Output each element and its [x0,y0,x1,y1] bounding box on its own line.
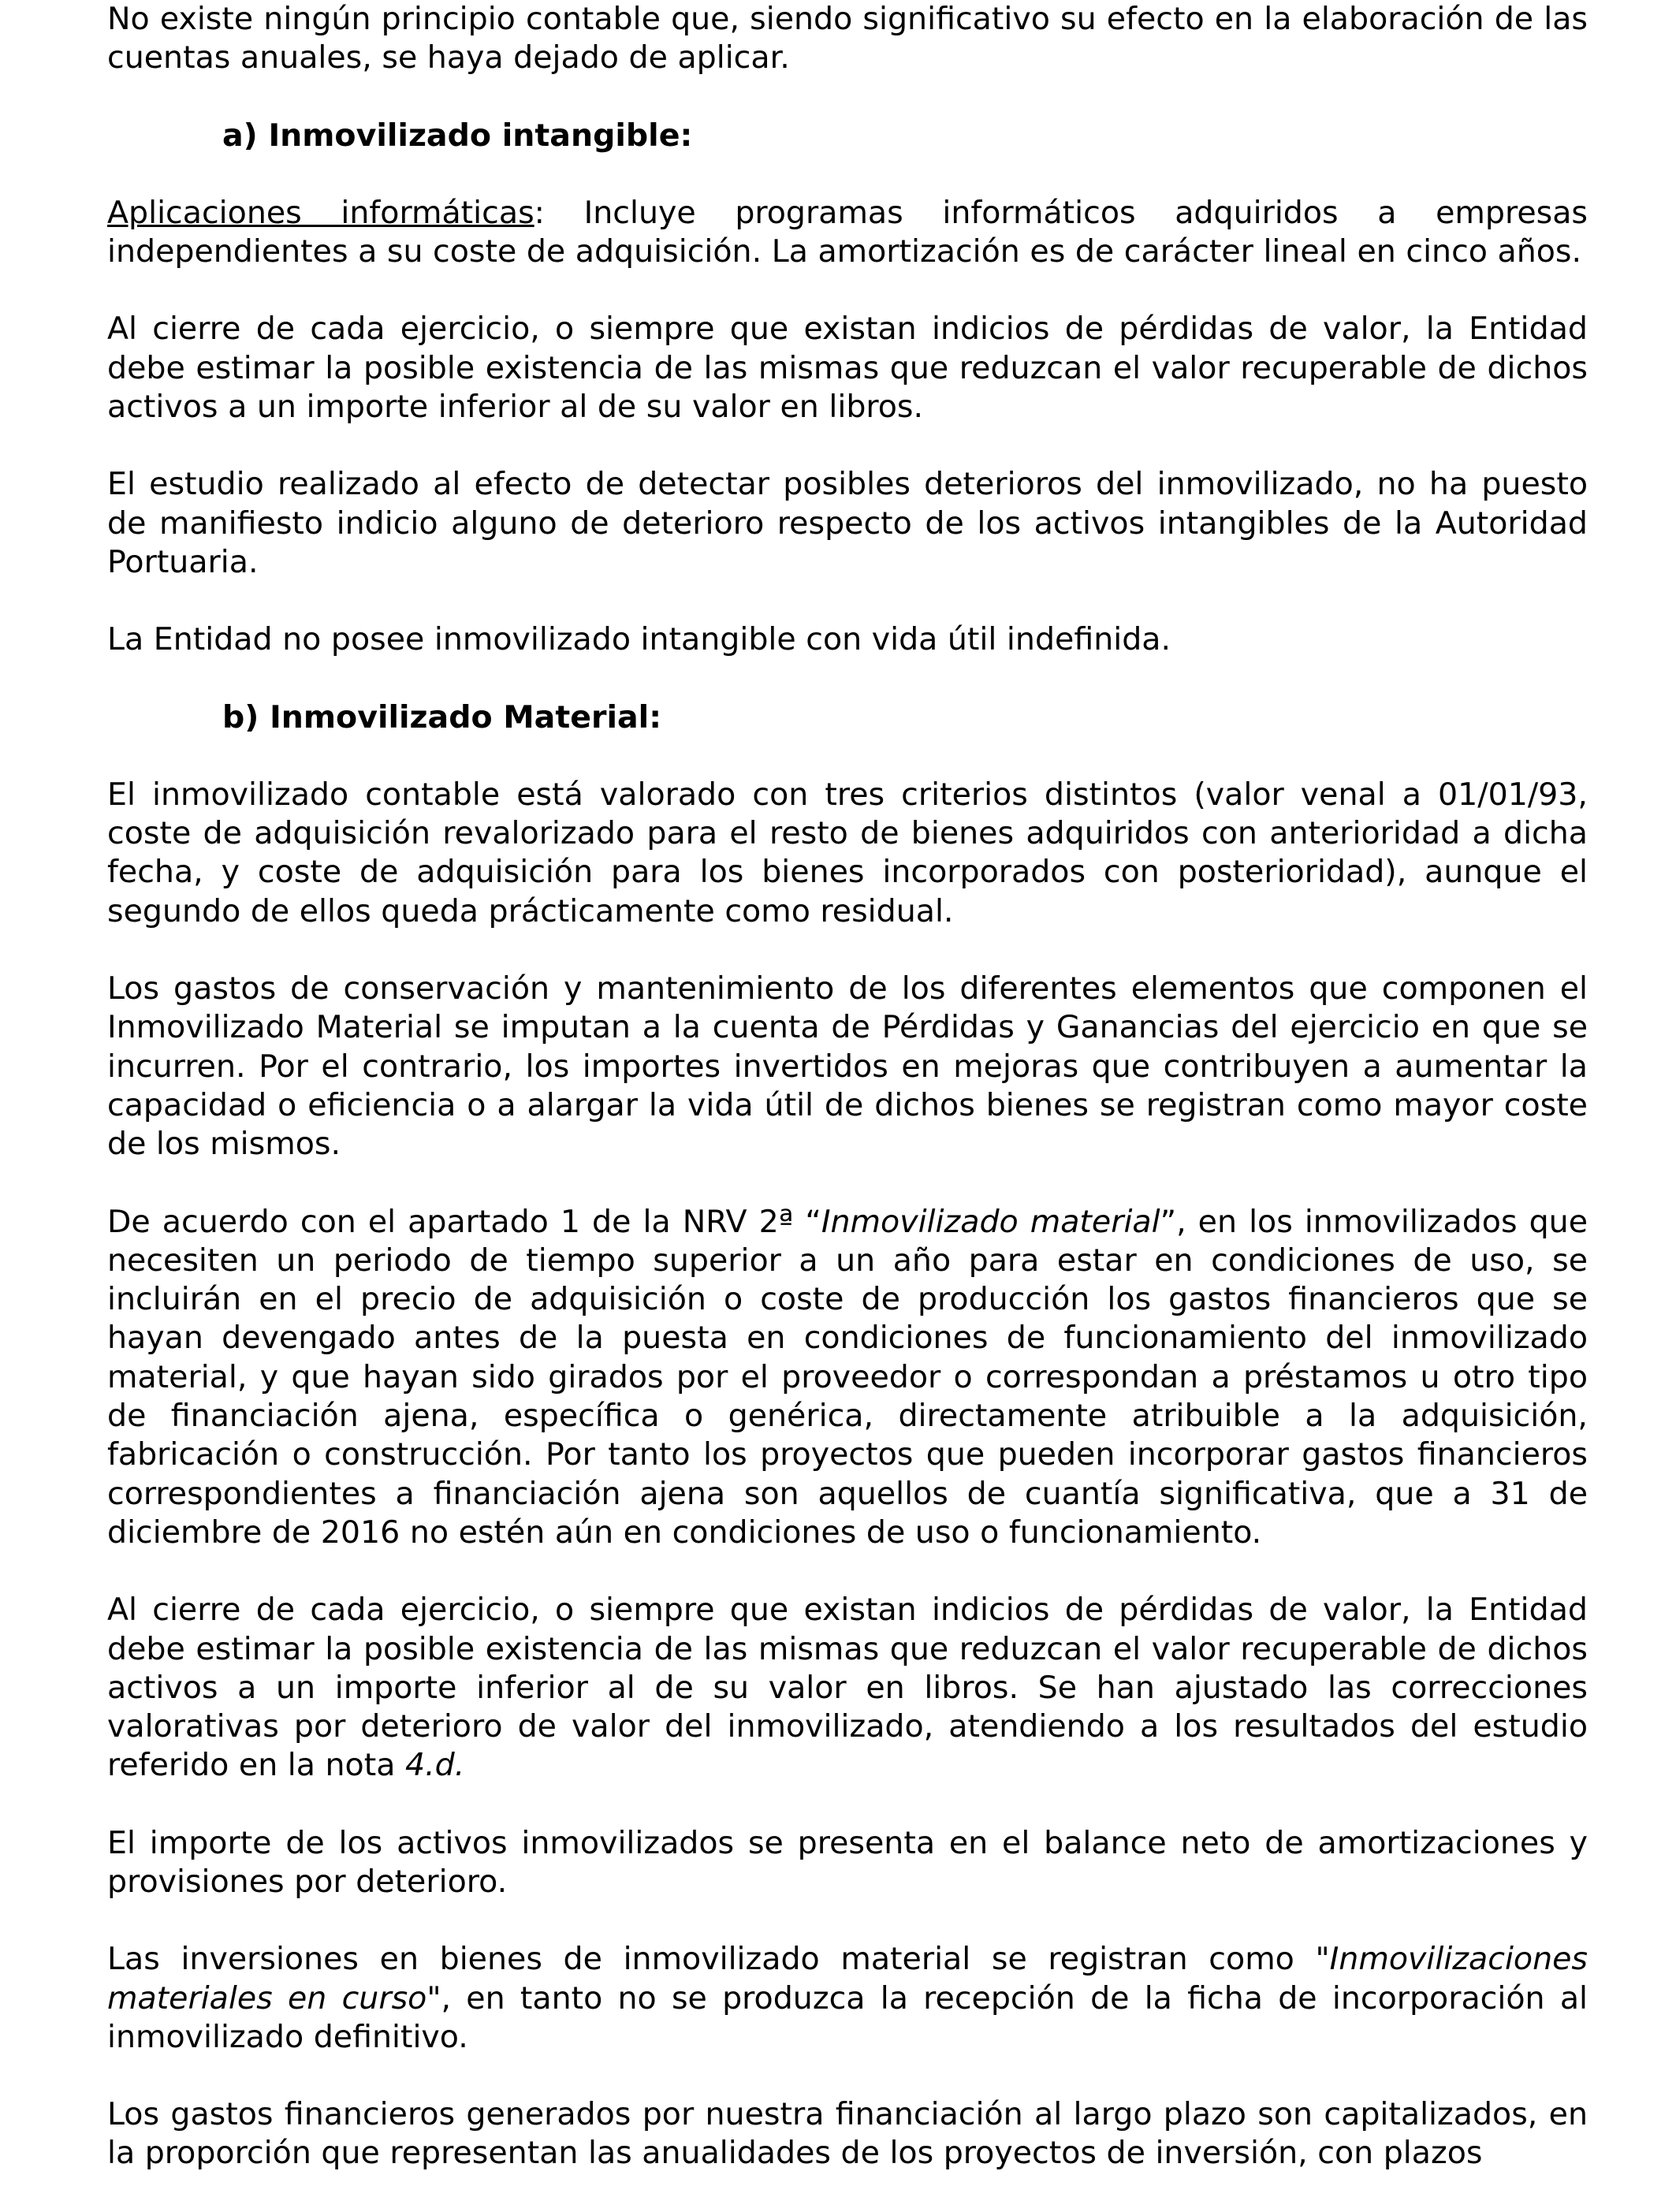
paragraph-inversiones-curso [107,1940,1588,2057]
paragraph-criterios-valoracion: El inmovilizado contable está valorado con tres criterios distintos (valor venal a 01/01/93, coste de adquisición revalorizado para el resto de bienes adquiridos con anterioridad a dicha fecha, y coste de adquisición para los bienes incorporados con posterioridad), aunque el segundo de ellos queda prácticamente como residual. [107,776,1588,929]
paragraph-nrv-2 [107,1203,1588,1553]
paragraph-gastos-financieros: Los gastos financieros generados por nuestra financiación al largo plazo son capitalizados, en la proporción que representan las anualidades de los proyectos de inversión, con plazos [107,2096,1588,2172]
term-aplicaciones-informaticas: Aplicaciones informáticas [107,194,534,231]
paragraph-vida-util: La Entidad no posee inmovilizado intangible con vida útil indefinida. [107,621,1171,658]
paragraph-text: ", en tanto no se produzca la recepción de la ficha de incorporación al inmovilizado definitivo. [107,1979,1588,2055]
paragraph-cierre-material [107,1591,1588,1785]
paragraph-text: Al cierre de cada ejercicio, o siempre que existan indicios de pérdidas de valor, la Entidad debe estimar la posible existencia de las mismas que reduzcan el valor recuperable de dichos activos a un importe inferior al de su valor en libros. Se han ajustado las correcciones valorativas por deterioro de valor del inmovilizado, atendiendo a los resultados del estudio referido en la nota [107,1592,1588,1784]
paragraph-text: Las inversiones en bienes de inmovilizado material se registran como " [107,1941,1330,1978]
heading-inmovilizado-material: b) Inmovilizado Material: [222,698,662,735]
note-reference: 4.d. [404,1747,465,1784]
paragraph-principios: No existe ningún principio contable que, siendo significativo su efecto en la elaboración de las cuentas anuales, se haya dejado de aplicar. [107,1,1588,76]
paragraph-text: De acuerdo con el apartado 1 de la NRV 2ª “ [107,1203,821,1240]
paragraph-importe-activos: El importe de los activos inmovilizados se presenta en el balance neto de amortizaciones y provisiones por deterioro. [107,1824,1588,1900]
term-inmovilizado-material: Inmovilizado material [821,1203,1160,1240]
paragraph-gastos-conservacion: Los gastos de conservación y mantenimiento de los diferentes elementos que componen el Inmovilizado Material se imputan a la cuenta de Pérdidas y Ganancias del ejercicio en que se incurren. Por el contrario, los importes invertidos en mejoras que contribuyen a aumentar la capacidad o eficiencia o a alargar la vida útil de dichos bienes se registran como mayor coste de los mismos. [107,970,1588,1163]
term-inmovilizaciones-curso: Inmovilizaciones materiales en curso [107,1941,1588,2016]
paragraph-aplicaciones-informaticas [107,194,1588,272]
paragraph-text: : Incluye programas informáticos adquiridos a empresas independientes a su coste de adquisición. La amortización es de carácter lineal en cinco años. [107,194,1588,270]
document-page [107,0,1588,2212]
paragraph-cierre-intangible: Al cierre de cada ejercicio, o siempre que existan indicios de pérdidas de valor, la Entidad debe estimar la posible existencia de las mismas que reduzcan el valor recuperable de dichos activos a un importe inferior al de su valor en libros. [107,311,1588,426]
heading-inmovilizado-intangible: a) Inmovilizado intangible: [222,117,693,154]
paragraph-text: ”, en los inmovilizados que necesiten un periodo de tiempo superior a un año para estar en condiciones de uso, se incluirán en el precio de adquisición o coste de producción los gastos financieros que se hayan devengado antes de la puesta en condiciones de funcionamiento del inmovilizado material, y que hayan sido girados por el proveedor o correspondan a préstamos u otro tipo de financiación ajena, específica o genérica, directamente atribuible a la adquisición, fabricación o construcción. Por tanto los proyectos que pueden incorporar gastos financieros correspondientes a financiación ajena son aquellos de cuantía significativa, que a 31 de diciembre de 2016 no estén aún en condiciones de uso o funcionamiento. [107,1203,1588,1551]
paragraph-estudio-deterioro: El estudio realizado al efecto de detectar posibles deterioros del inmovilizado, no ha puesto de manifiesto indicio alguno de deterioro respecto de los activos intangibles de la Autoridad Portuaria. [107,466,1588,580]
